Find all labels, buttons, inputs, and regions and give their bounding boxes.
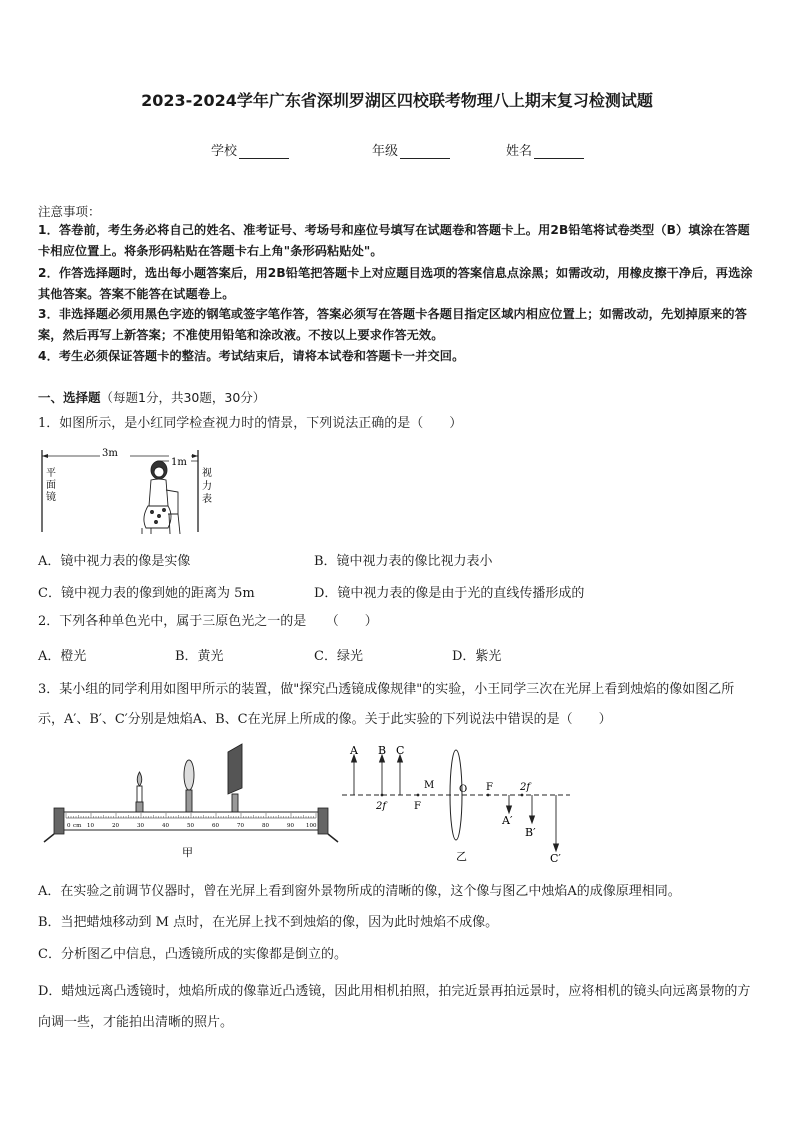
scale-label: 70 <box>237 823 244 829</box>
scale-label: 40 <box>162 823 169 829</box>
section-subtitle: （每题1分，共30题，30分） <box>100 390 266 405</box>
distance-1m-label: 1m <box>171 457 187 468</box>
note-item: 4．考生必须保证答题卡的整洁。考试结束后，请将本试卷和答题卡一并交回。 <box>38 349 465 363</box>
mirror-label-1: 平 <box>46 468 56 479</box>
grade-field[interactable] <box>372 140 450 159</box>
label-a: A <box>350 744 358 757</box>
distance-3m-label: 3m <box>102 448 118 459</box>
chart-label-1: 视 <box>202 468 212 479</box>
section-heading <box>38 388 760 408</box>
q2-option-b[interactable]: B．黄光 <box>175 649 224 664</box>
section-title: 一、选择题 <box>38 390 101 405</box>
scale-label: 20 <box>112 823 119 829</box>
name-label: 姓名 <box>506 144 533 159</box>
q3-option-c[interactable]: C．分析图乙中信息，凸透镜所成的实像都是倒立的。 <box>38 947 347 962</box>
scale-label: 10 <box>87 823 94 829</box>
school-field[interactable] <box>211 140 289 159</box>
scale-label: 90 <box>287 823 294 829</box>
grade-label: 年级 <box>372 144 399 159</box>
label-b-prime: B′ <box>525 826 536 839</box>
scale-label: 30 <box>137 823 144 829</box>
label-2f-right: 2f <box>520 782 531 793</box>
school-label: 学校 <box>211 144 238 159</box>
mirror-label-2: 面 <box>46 480 56 491</box>
scale-label: 100 <box>306 823 317 829</box>
school-blank[interactable] <box>239 145 289 159</box>
note-item: 1．答卷前，考生务必将自己的姓名、准考证号、考场号和座位号填写在试题卷和答题卡上。用2B铅笔将试卷类型（B）填涂在答题卡相应位置上。将条形码粘贴在答题卡右上角"条形码粘贴处"。 <box>38 223 750 258</box>
candle-illustration <box>136 772 143 812</box>
notes-heading: 注意事项： <box>38 204 101 219</box>
mirror-label-3: 镜 <box>46 492 56 503</box>
q3-option-a[interactable]: A．在实验之前调节仪器时，曾在光屏上看到窗外景物所成的清晰的像，这个像与图乙中烛焰A的成像原理相同。 <box>38 884 681 899</box>
q2-option-d[interactable]: D．紫光 <box>452 649 502 664</box>
label-a-prime: A′ <box>502 814 513 827</box>
scale-label: 60 <box>212 823 219 829</box>
q1-option-a[interactable]: A．镜中视力表的像是实像 <box>38 554 191 569</box>
figure-jia-caption: 甲 <box>182 846 193 859</box>
chart-label-3: 表 <box>202 494 212 505</box>
figure-yi-caption: 乙 <box>456 850 467 863</box>
q2-option-c[interactable]: C．绿光 <box>314 649 363 664</box>
ray-diagram-figure <box>340 746 580 866</box>
q1-option-d[interactable]: D．镜中视力表的像是由于光的直线传播形成的 <box>314 586 585 601</box>
q2-option-a[interactable]: A．橙光 <box>38 649 87 664</box>
question-1-figure <box>38 444 218 540</box>
label-c: C <box>396 744 405 757</box>
name-blank[interactable] <box>534 145 584 159</box>
q3-option-d[interactable]: D．蜡烛远离凸透镜时，烛焰所成的像靠近凸透镜，因此用相机拍照，拍完近景再拍远景时，应将相机的镜头向远离景物的方向调一些，才能拍出清晰的照片。 <box>38 984 751 1030</box>
scale-zero: 0 <box>67 823 71 829</box>
label-2f-left: 2f <box>376 801 387 812</box>
question-1-stem: 1．如图所示，是小红同学检查视力时的情景，下列说法正确的是（ ） <box>38 416 463 431</box>
label-m: M <box>424 780 435 791</box>
question-2-stem: 2．下列各种单色光中，属于三原色光之一的是 （ ） <box>38 614 378 629</box>
optical-bench-figure <box>40 742 340 862</box>
page-title: 2023-2024学年广东省深圳罗湖区四校联考物理八上期末复习检测试题 <box>141 91 653 110</box>
note-item: 2．作答选择题时，选出每小题答案后，用2B铅笔把答题卡上对应题目选项的答案信息点涂黑；如需改动，用橡皮擦干净后，再选涂其他答案。答案不能答在试题卷上。 <box>38 266 753 301</box>
scale-unit: cm <box>73 823 82 829</box>
screen-illustration <box>228 744 242 812</box>
question-3-stem: 3．某小组的同学利用如图甲所示的装置，做"探究凸透镜成像规律"的实验，小王同学三次在光屏上看到烛焰的像如图乙所示，A′、B′、C′分别是烛焰A、B、C在光屏上所成的像。关于此实验的下列说法中错误的是（ ） <box>38 682 735 727</box>
girl-illustration <box>142 461 180 534</box>
chart-label-2: 力 <box>202 481 212 492</box>
label-f-left: F <box>414 801 421 812</box>
label-f-right: F <box>486 782 493 793</box>
scale-label: 50 <box>187 823 194 829</box>
label-b: B <box>378 744 387 757</box>
grade-blank[interactable] <box>400 145 450 159</box>
q3-option-b[interactable]: B．当把蜡烛移动到 M 点时，在光屏上找不到烛焰的像，因为此时烛焰不成像。 <box>38 915 499 930</box>
name-field[interactable] <box>506 140 584 159</box>
q1-option-c[interactable]: C．镜中视力表的像到她的距离为 5m <box>38 586 255 601</box>
lens-illustration <box>184 760 194 812</box>
scale-label: 80 <box>262 823 269 829</box>
label-c-prime: C′ <box>550 852 561 865</box>
label-o: O <box>459 784 468 795</box>
q1-option-b[interactable]: B．镜中视力表的像比视力表小 <box>314 554 493 569</box>
note-item: 3．非选择题必须用黑色字迹的钢笔或签字笔作答，答案必须写在答题卡各题目指定区域内相应位置上；如需改动，先划掉原来的答案，然后再写上新答案；不准使用铅笔和涂改液。不按以上要求作答无效。 <box>38 307 747 342</box>
